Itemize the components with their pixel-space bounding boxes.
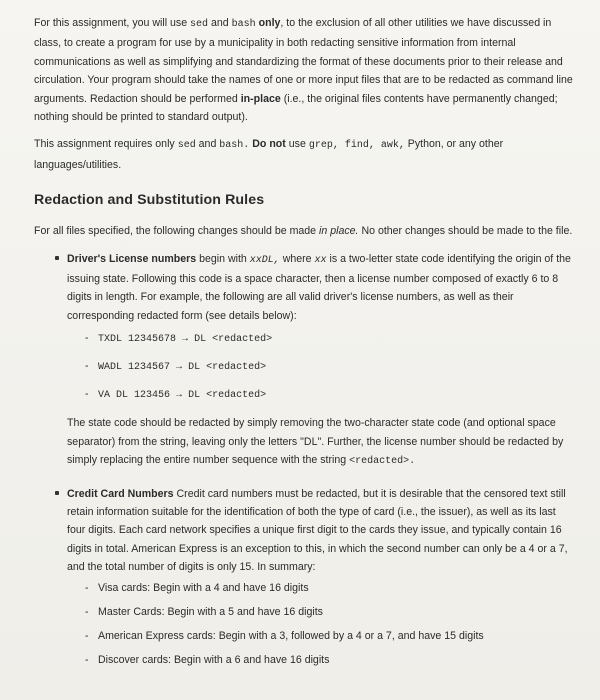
cc-card-type [67, 629, 574, 643]
emphasis-in-place: in-place [240, 92, 281, 105]
dl-text: begin with [199, 252, 247, 265]
cc-title: Credit Card Numbers [67, 487, 174, 500]
cc-card-type [67, 653, 574, 667]
dl-title: Driver's License numbers [67, 252, 197, 265]
intro-text: For this assignment, you will use [34, 17, 188, 29]
intro-text: , to the exclusion of all other utilities we have discussed in class, to create a program for use by a municipality in both redacting sensitive information from internal communications as well as simplifying and standardizing the format of these documents prior to their release and circulation. Your program should take the names of one or more input files that are to be redacted as command line arguments. Redaction should be performed [34, 17, 573, 105]
code-sed: sed [177, 140, 196, 152]
dl-text: is a two-letter state code identifying the origin of the issuing state. Following this code is a space character, then a license number composed of exactly 6 to 8 digits in length. For example, the following are all valid driver's license numbers, as well as their corresponding redacted form (see details below): [67, 252, 571, 322]
dl-example-text: TXDL 12345678 → DL <redacted> [98, 334, 273, 346]
emphasis-do-not: Do not [252, 138, 286, 151]
code-tools: grep, find, awk, [308, 140, 405, 152]
dl-description [67, 250, 574, 326]
cc-text: Credit card numbers must be redacted, but it is desirable that the censored text still retain information suitable for the identification of both the type of card (i.e., the issuer), as well as its last four digits. Each card network specifies a unique first digit to the cards they issue, and typically contain 16 digits in total. American Express is an exception to this, in which the second number can only be a 4 or a 7, and the total number of digits is only 15. In summary: [67, 487, 568, 574]
section-intro-text: No other changes should be made to the file. [361, 225, 573, 238]
section-intro [34, 222, 574, 240]
intro-text: (i.e., the original files contents have permanently changed; nothing should be printed to standard output). [34, 92, 558, 124]
req-text: use [288, 138, 306, 151]
cc-card-type-text: Master Cards: Begin with a 5 and have 16 digits [98, 605, 323, 618]
dl-example-text: WADL 1234567 → DL <redacted> [98, 362, 267, 374]
cc-card-type [67, 605, 574, 619]
dl-examples [67, 331, 574, 403]
intro-paragraph [34, 14, 574, 126]
dash-bullet: - [85, 605, 89, 618]
arrow-icon: → [176, 390, 183, 402]
section-heading: Redaction and Substitution Rules [34, 192, 265, 209]
dash-bullet: - [85, 332, 89, 345]
dl-note-text: The state code should be redacted by simply removing the two-character state code (and optional space separator) from the string, leaving only the letters "DL". Further, the license number should be redacted by simply replacing the entire number sequence with the string [67, 417, 564, 467]
dl-example [67, 359, 574, 375]
req-text: Python, or any other languages/utilities. [34, 138, 504, 171]
dash-bullet: - [85, 581, 89, 594]
emphasis-only: only [258, 17, 281, 29]
rule-credit-card [34, 485, 574, 667]
cc-description [67, 485, 574, 577]
cc-card-type-text: Visa cards: Begin with a 4 and have 16 digits [98, 581, 309, 594]
dl-text: where [282, 252, 312, 265]
cc-card-type [67, 581, 574, 595]
cc-card-type-text: American Express cards: Begin with a 3, followed by a 4 or a 7, and have 15 digits [98, 629, 484, 642]
intro-text: and [211, 17, 229, 29]
cc-card-types [67, 581, 574, 667]
dash-bullet: - [85, 653, 89, 666]
req-text: and [198, 138, 217, 151]
code-xx: xx [314, 254, 327, 266]
arrow-icon: → [182, 334, 189, 346]
code-sed: sed [190, 19, 209, 30]
section-intro-text: For all files specified, the following changes should be made [34, 225, 317, 238]
req-text: This assignment requires only [34, 138, 175, 151]
rules-list [34, 250, 574, 667]
dl-example-text: VA DL 123456 → DL <redacted> [98, 390, 267, 402]
dash-bullet: - [85, 629, 89, 642]
emphasis-in-place: in place. [319, 225, 359, 238]
code-redacted: <redacted>. [349, 456, 416, 468]
dl-note [67, 414, 574, 471]
dl-example [67, 331, 574, 347]
arrow-icon: → [176, 362, 183, 374]
code-bash: bash [231, 19, 256, 30]
requirements-paragraph [34, 135, 574, 174]
cc-card-type-text: Discover cards: Begin with a 6 and have 16 digits [98, 653, 330, 666]
code-xxdl: xxDL, [249, 254, 280, 266]
dash-bullet: - [85, 388, 89, 401]
dash-bullet: - [85, 360, 89, 373]
code-bash: bash. [219, 140, 250, 152]
rule-drivers-license [34, 250, 574, 472]
dl-example [67, 387, 574, 403]
